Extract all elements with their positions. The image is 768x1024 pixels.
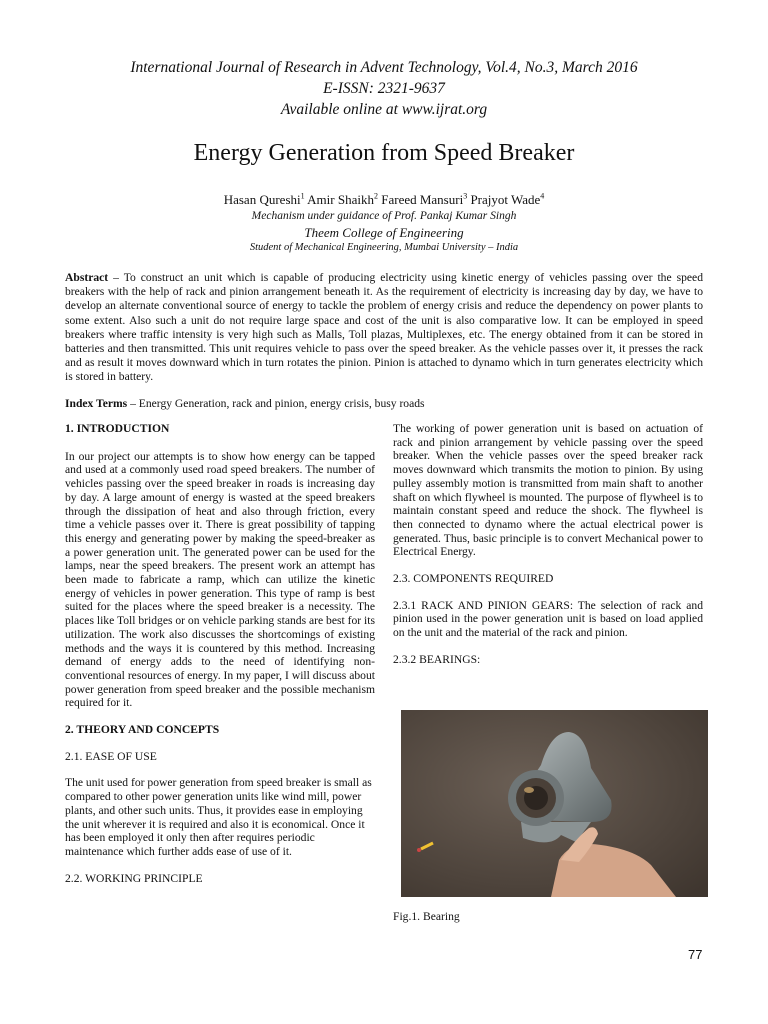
index-terms-label: Index Terms	[65, 397, 128, 410]
affiliation-line: Student of Mechanical Engineering, Mumbai University – India	[249, 242, 519, 253]
journal-website: Available online at www.ijrat.org	[280, 101, 488, 118]
author-list	[0, 192, 768, 208]
bearing-photo	[401, 710, 708, 897]
journal-name: International Journal of Research in Advent Technology, Vol.4, No.3, March 2016	[130, 59, 638, 76]
subsection-heading-bearings: 2.3.2 BEARINGS:	[393, 652, 481, 666]
journal-issn: E-ISSN: 2321-9637	[323, 80, 445, 97]
ease-of-use-paragraph: The unit used for power generation from speed breaker is small as compared to other power generation units like wind mill, power plants, and other such units. Thus, it provides ease in employing the unit wherever it is required and also it is economical. Once it has been employed it only then after requires periodic maintenance which further adds ease of use of it.	[65, 776, 372, 858]
abstract-text: – To construct an unit which is capable of producing electricity using kinetic energy of vehicles passing over the speed breakers with the help of rack and pinion arrangement beneath it. As the requirement of electricity is increasing day by day, we have to develop an alternate conventional source of energy to tackle the problem of energy crisis and reduce the dependency on power plants to some extent. Also such a unit do not require large space and cost of the unit is also comparative low. It can be employed in speed breakers where traffic intensity is very high such as Malls, Toll plazas, Multiplexes, etc. The energy obtained from it can be stored in batteries and then transmitted. This unit requires vehicle to pass over the speed breaker. As the vehicle passes over it, it presses the rack and as result it moves downward which in turn rotates the pinion. Pinion is attached to dynamo which in turn generates electricity which is stored in battery.	[65, 271, 703, 384]
index-terms	[65, 397, 425, 410]
subsection-heading-ease-of-use: 2.1. EASE OF USE	[65, 749, 157, 763]
subsection-heading-working-principle: 2.2. WORKING PRINCIPLE	[65, 871, 203, 885]
author-affiliation-mark: 3	[463, 191, 468, 201]
guidance-line: Mechanism under guidance of Prof. Pankaj Kumar Singh	[251, 210, 517, 222]
left-column	[65, 422, 375, 885]
author-name: Amir Shaikh	[307, 192, 374, 207]
abstract	[65, 271, 703, 385]
subsection-heading-components: 2.3. COMPONENTS REQUIRED	[393, 572, 554, 586]
index-terms-text: – Energy Generation, rack and pinion, energy crisis, busy roads	[127, 397, 425, 410]
working-principle-paragraph: The working of power generation unit is based on actuation of rack and pinion arrangement by vehicle passing over the speed breaker. When the vehicle passes over the speed breaker rack moves downward which transmits the motion to pinion. By using pulley assembly motion is transmitted from main shaft to another shaft on which flywheel is mounted. The purpose of flywheel is to maintain constant speed and reduce the shock. The flywheel is then connected to dynamo where the actual electrical power is generated. Thus, basic principle is to convert Mechanical power to Electrical Energy.	[393, 422, 703, 559]
right-column	[393, 422, 703, 667]
section-heading-theory: 2. THEORY AND CONCEPTS	[65, 723, 220, 737]
author-name: Hasan Qureshi	[223, 192, 301, 207]
abstract-label: Abstract	[65, 271, 109, 284]
college-name: Theem College of Engineering	[304, 225, 464, 240]
introduction-paragraph: In our project our attempts is to show how energy can be tapped and used at a commonly used road speed breakers. The number of vehicles passing over the speed breaker in roads is increasing day by day. A large amount of energy is wasted at the speed breakers through the dissipation of heat and also through friction, every time a vehicle passes over it. There is great possibility of tapping this energy and generating power by making the speed-breaker as a power generation unit. The generated power can be used for the lamps, near the speed breakers. The present work an attempt has been made to fabricate a ramp, which can utilize the kinetic energy of vehicles in power generation. This type of ramp is best suited for the places where the speed breaker is a necessity. The places like Toll bridges or on vehicle parking stands are best for its utilization. The work also discusses the shortcomings of existing methods and the ways it is countered by this method. Increasing demand of energy adds to the need of identifying non-conventional resources of energy. In my paper, I will discuss about power generation from speed breaker and the possible mechanism required for it.	[65, 449, 375, 710]
author-name: Prajyot Wade	[470, 192, 541, 207]
bearing-photo-illustration	[401, 710, 708, 897]
figure-caption: Fig.1. Bearing	[393, 910, 460, 923]
section-heading-introduction: 1. INTRODUCTION	[65, 422, 170, 435]
rack-pinion-paragraph: 2.3.1 RACK AND PINION GEARS: The selection of rack and pinion used in the power generation unit is based on load applied on the unit and the material of the rack and pinion.	[393, 598, 703, 640]
bearing-grease	[524, 787, 534, 793]
author-affiliation-mark: 4	[540, 191, 545, 201]
page-number: 77	[688, 947, 703, 962]
paper-title: Energy Generation from Speed Breaker	[193, 140, 575, 166]
author-affiliation-mark: 2	[373, 191, 378, 201]
red-speck	[417, 848, 421, 852]
author-affiliation-mark: 1	[300, 191, 305, 201]
author-name: Fareed Mansuri	[381, 192, 464, 207]
